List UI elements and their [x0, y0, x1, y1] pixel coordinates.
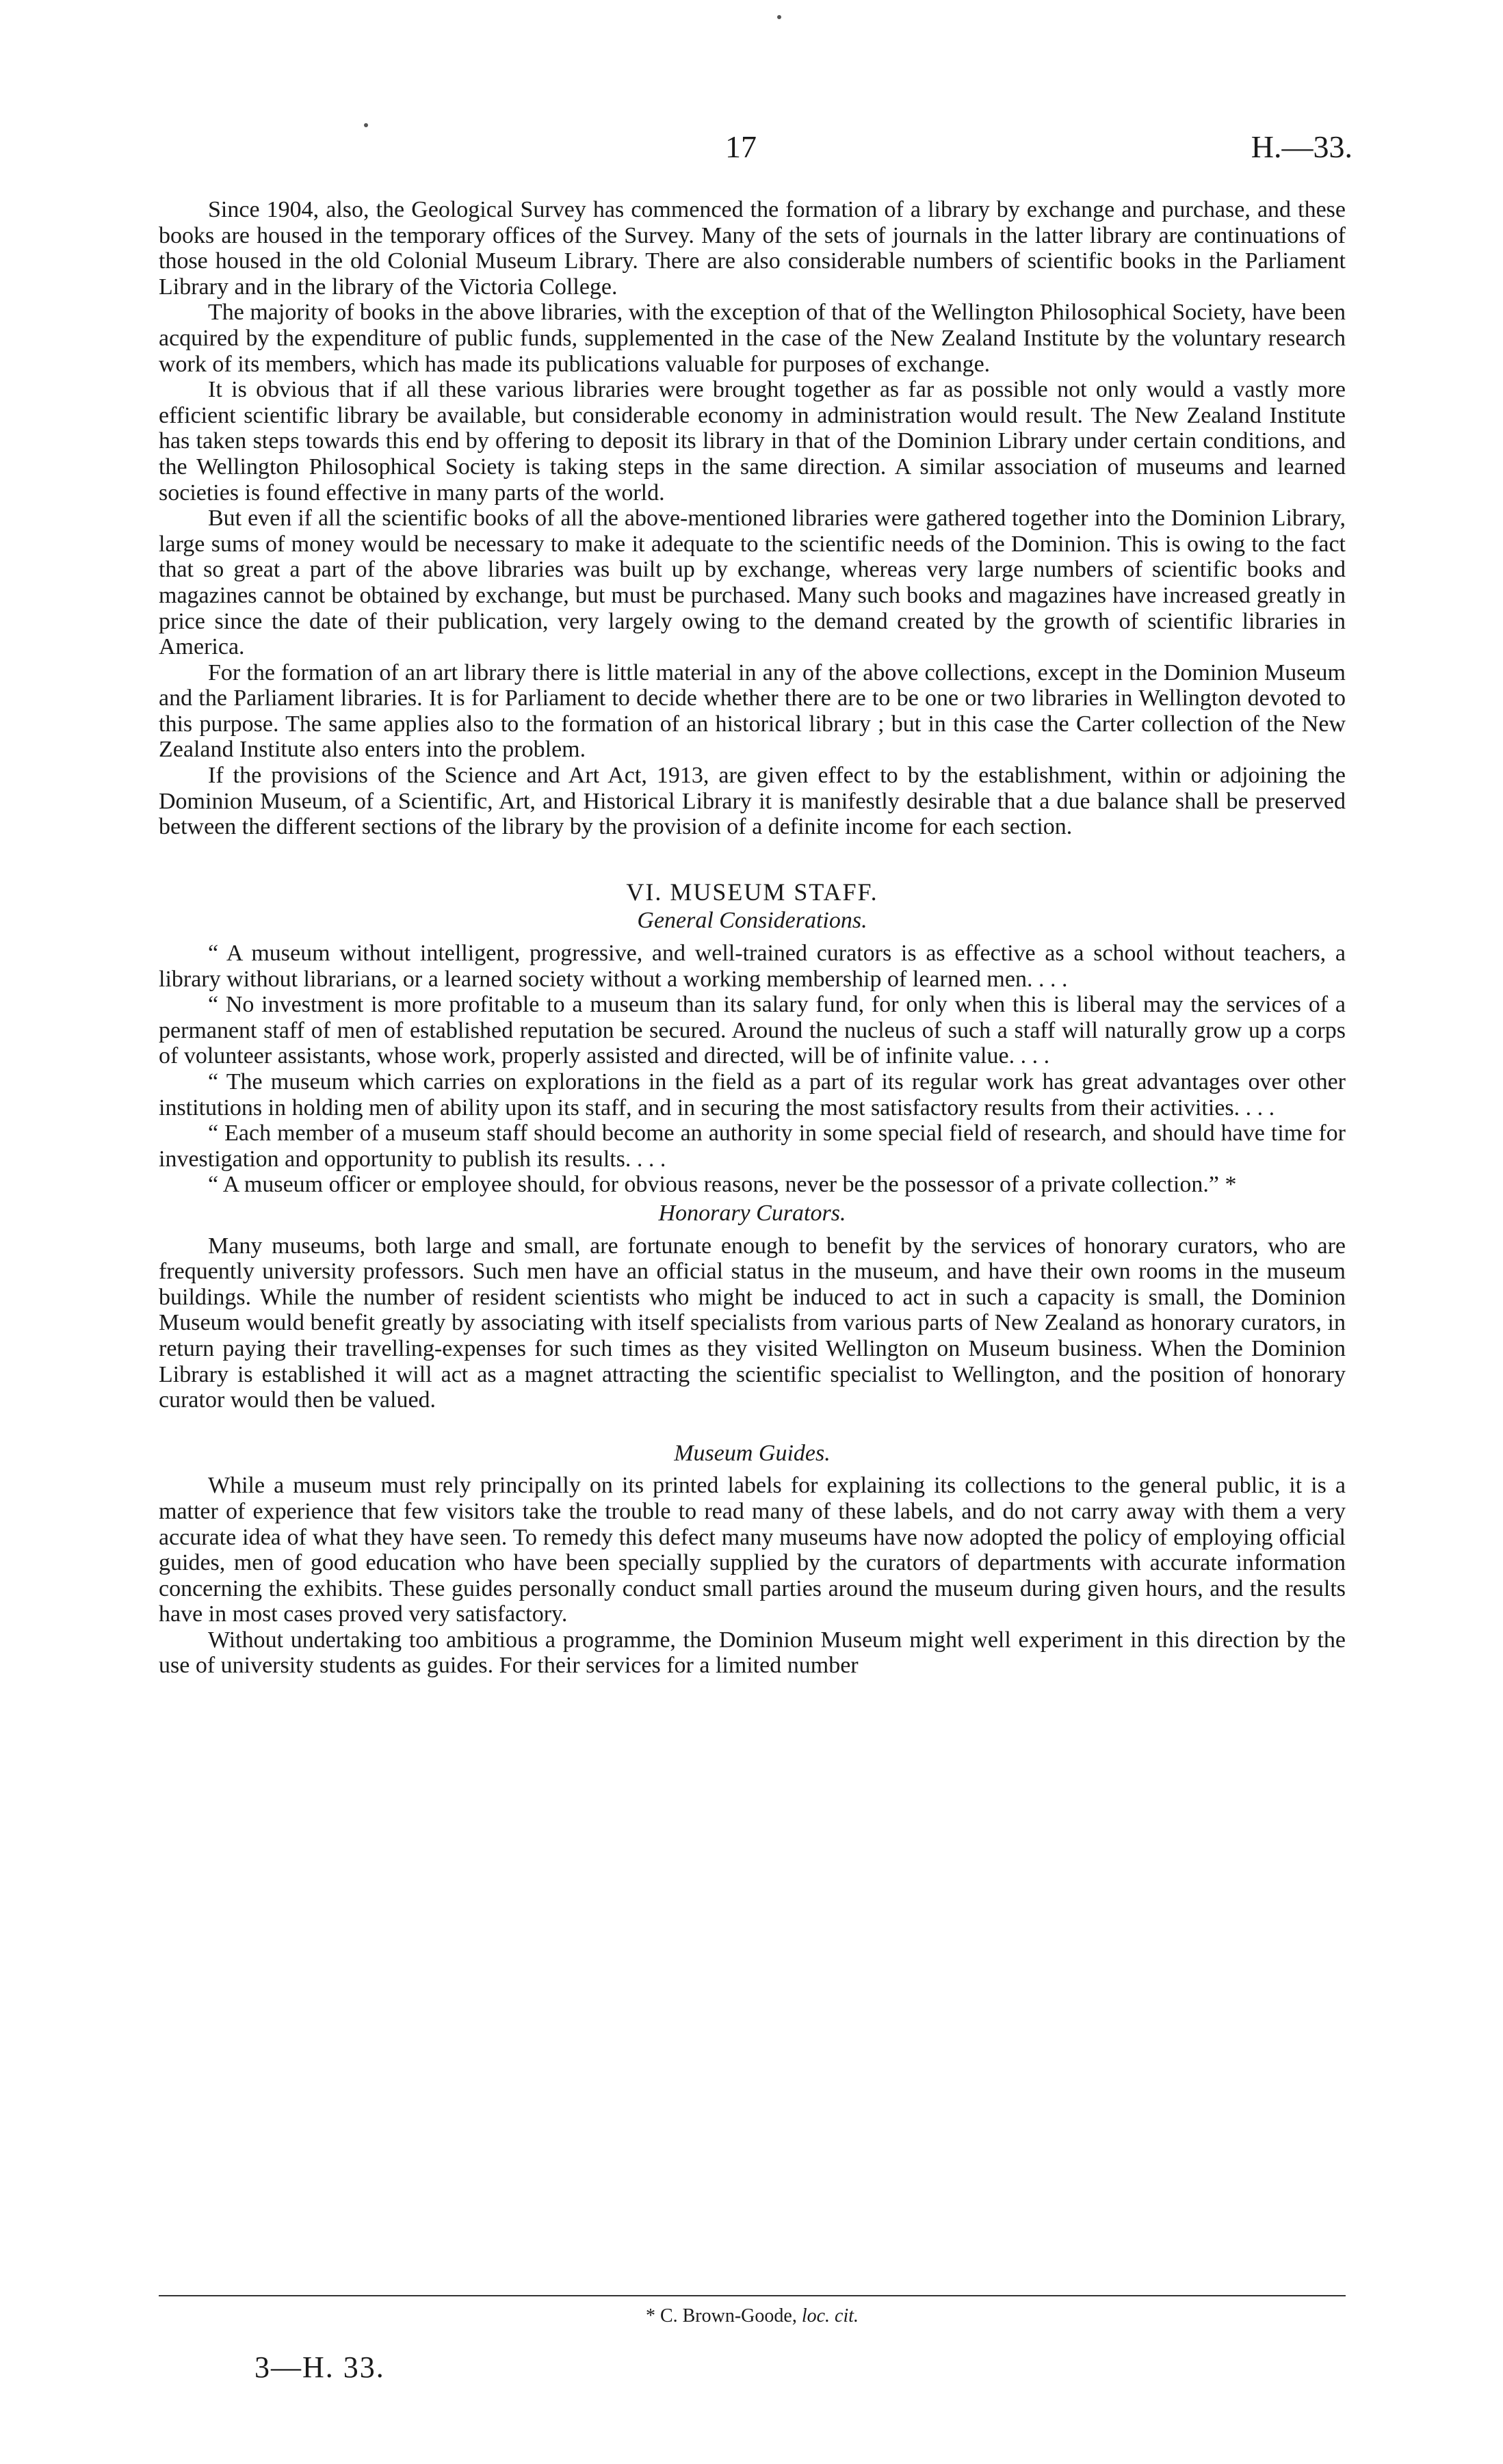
paragraph: Since 1904, also, the Geological Survey has commenced the formation of a library by exchange and purchase, and these books are housed in the temporary offices of the Survey. Many of the sets of journals in the latter library are continuations of those housed in the old Colonial Museum Library. There are also considerable numbers of scientific books in the Parliament Library and in the library of the Victoria College. — [159, 197, 1346, 300]
signature-mark: 3—H. 33. — [254, 2350, 385, 2384]
paragraph: Without undertaking too ambitious a programme, the Dominion Museum might well experiment in this direction by the use of university students as guides. For their services for a limited number — [159, 1627, 1346, 1679]
quote-paragraph: “ A museum without intelligent, progressive, and well-trained curators is as effective as a school without teachers, a library without librarians, or a learned society without a working membership of learned men. . . . — [159, 941, 1346, 992]
paragraph: Many museums, both large and small, are fortunate enough to benefit by the services of honorary curators, who are frequently university professors. Such men have an official status in the museum, and have their own rooms in the museum buildings. While the number of resident scientists who might be induced to act in such a capacity is small, the Dominion Museum would benefit greatly by associating with itself specialists from various parts of New Zealand as honorary curators, in return paying their travelling-expenses for such times as they visited Wellington on Museum business. When the Dominion Library is established it will act as a magnet attracting the scientific specialist to Wellington, and the position of honorary curator would then be valued. — [159, 1233, 1346, 1413]
body-text — [159, 197, 1346, 1679]
document-code: H.—33. — [1251, 129, 1352, 164]
quote-paragraph: “ A museum officer or employee should, for obvious reasons, never be the possessor of a private collection.” * — [208, 1172, 1237, 1198]
print-speck — [364, 123, 368, 127]
page-header — [0, 129, 1503, 170]
paragraph: The majority of books in the above libraries, with the exception of that of the Wellington Philosophical Society, have been acquired by the expenditure of public funds, supplemented in the case of the New Zealand Institute by the voluntary research work of its members, which has made its publications valuable for purposes of exchange. — [159, 300, 1346, 377]
paragraph: While a museum must rely principally on its printed labels for explaining its collections to the general public, it is a matter of experience that few visitors take the trouble to read many of these labels, and do not carry away with them a very accurate idea of what they have seen. To remedy this defect many museums have now adopted the policy of employing official guides, men of good education who have been specially supplied by the curators of departments with accurate information concerning the exhibits. These guides personally conduct small parties around the museum during given hours, and the results have in most cases proved very satisfactory. — [159, 1473, 1346, 1627]
footnote-divider — [159, 2295, 1346, 2296]
footnote-citation: loc. cit. — [801, 2305, 859, 2327]
quote-paragraph: “ Each member of a museum staff should become an authority in some special field of research, and should have time for investigation and opportunity to publish its results. . . . — [159, 1120, 1346, 1172]
section-heading: VI. MUSEUM STAFF. — [626, 878, 878, 906]
quote-paragraph: “ No investment is more profitable to a museum than its salary fund, for only when this is liberal may the services of a permanent staff of men of established reputation be secured. Around the nucleus of such a staff will naturally grow up a corps of volunteer assistants, whose work, properly assisted and directed, will be of infinite value. . . . — [159, 992, 1346, 1069]
subsection-title-general: General Considerations. — [637, 908, 867, 934]
paragraph: For the formation of an art library there is little material in any of the above collections, except in the Dominion Museum and the Parliament libraries. It is for Parliament to decide whether there are to be one or two libraries in Wellington devoted to this purpose. The same applies also to the formation of an historical library ; but in this case the Carter collection of the New Zealand Institute also enters into the problem. — [159, 659, 1346, 763]
subsection-title-honorary: Honorary Curators. — [658, 1200, 846, 1226]
footnote-marker: * C. Brown-Goode, — [645, 2305, 797, 2327]
subsection-title-guides: Museum Guides. — [674, 1440, 831, 1466]
quote-paragraph: “ The museum which carries on explorations in the field as a part of its regular work has great advantages over other institutions in holding men of ability upon its staff, and in securing the most satisfactory results from their activities. . . . — [159, 1069, 1346, 1120]
footnote — [159, 2305, 1346, 2327]
page-number: 17 — [725, 129, 757, 164]
paragraph: If the provisions of the Science and Art Act, 1913, are given effect to by the establishment, within or adjoining the Dominion Museum, of a Scientific, Art, and Historical Library it is manifestly desirable that a due balance shall be preserved between the different sections of the library by the provision of a definite income for each section. — [159, 763, 1346, 840]
print-speck — [777, 15, 781, 19]
paragraph: But even if all the scientific books of all the above-mentioned libraries were gathered together into the Dominion Library, large sums of money would be necessary to make it adequate to the scientific needs of the Dominion. This is owing to the fact that so great a part of the above libraries was built up by exchange, whereas very large numbers of scientific books and magazines cannot be obtained by exchange, but must be purchased. Many such books and magazines have increased greatly in price since the date of their publication, very largely owing to the demand created by the growth of scientific libraries in America. — [159, 506, 1346, 660]
paragraph: It is obvious that if all these various libraries were brought together as far as possible not only would a vastly more efficient scientific library be available, but considerable economy in administration would result. The New Zealand Institute has taken steps towards this end by offering to deposit its library in that of the Dominion Library under certain conditions, and the Wellington Philosophical Society is taking steps in the same direction. A similar association of museums and learned societies is found effective in many parts of the world. — [159, 377, 1346, 506]
